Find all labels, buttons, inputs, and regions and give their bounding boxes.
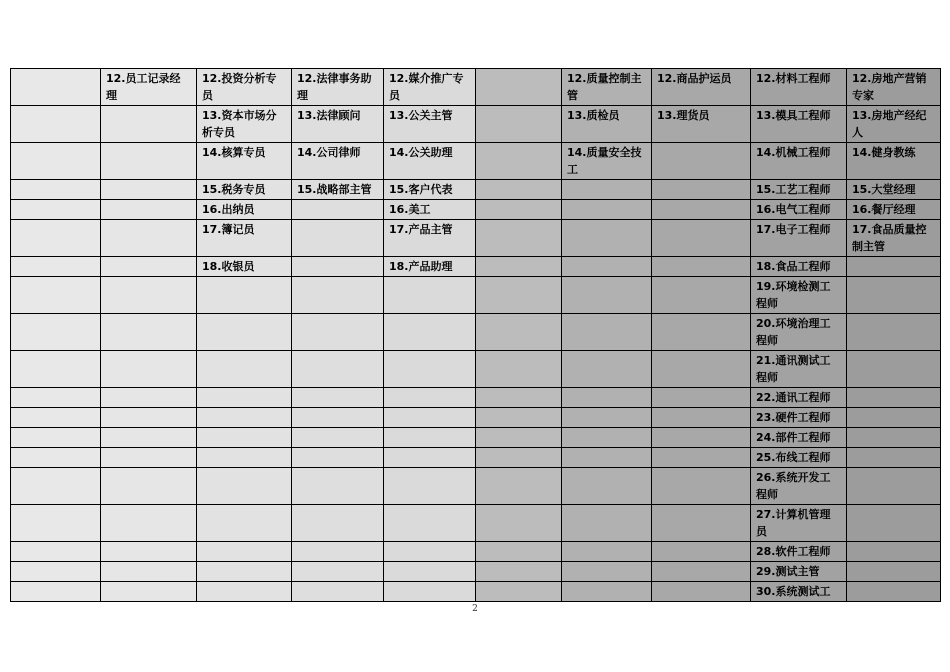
table-cell — [101, 277, 197, 314]
table-cell — [652, 277, 751, 314]
table-cell — [292, 314, 384, 351]
table-row — [11, 448, 941, 468]
table-cell — [652, 220, 751, 257]
table-cell: 13.公关主管 — [384, 106, 476, 143]
table-cell — [562, 408, 652, 428]
table-cell — [101, 562, 197, 582]
table-cell — [652, 351, 751, 388]
table-cell — [292, 351, 384, 388]
table-cell — [562, 428, 652, 448]
table-cell — [384, 408, 476, 428]
table-cell: 16.出纳员 — [197, 200, 292, 220]
table-cell — [476, 106, 562, 143]
table-cell — [197, 277, 292, 314]
table-cell — [197, 582, 292, 602]
table-cell — [101, 106, 197, 143]
table-cell: 27.计算机管理员 — [751, 505, 847, 542]
table-cell — [562, 277, 652, 314]
table-cell — [476, 542, 562, 562]
table-cell — [847, 257, 941, 277]
table-cell — [384, 505, 476, 542]
table-cell — [11, 542, 101, 562]
table-cell — [292, 428, 384, 448]
table-cell — [11, 180, 101, 200]
table-cell — [292, 200, 384, 220]
table-cell: 20.环境治理工程师 — [751, 314, 847, 351]
table-cell — [11, 505, 101, 542]
table-cell — [652, 314, 751, 351]
table-cell — [101, 351, 197, 388]
table-row — [11, 468, 941, 505]
table-cell — [847, 505, 941, 542]
table-cell — [292, 220, 384, 257]
table-cell — [197, 388, 292, 408]
job-table — [10, 68, 941, 602]
table-cell: 14.健身教练 — [847, 143, 941, 180]
table-cell — [847, 468, 941, 505]
table-cell — [292, 505, 384, 542]
table-cell: 17.电子工程师 — [751, 220, 847, 257]
table-cell — [101, 257, 197, 277]
table-cell: 17.产品主管 — [384, 220, 476, 257]
table-cell — [476, 408, 562, 428]
table-cell — [476, 562, 562, 582]
table-cell: 17.簿记员 — [197, 220, 292, 257]
table-cell — [197, 448, 292, 468]
table-cell — [476, 257, 562, 277]
table-cell — [11, 143, 101, 180]
table-cell — [476, 200, 562, 220]
table-cell — [476, 220, 562, 257]
table-cell: 12.质量控制主管 — [562, 69, 652, 106]
table-cell — [292, 388, 384, 408]
table-cell — [11, 277, 101, 314]
table-cell — [652, 468, 751, 505]
table-cell: 16.电气工程师 — [751, 200, 847, 220]
table-cell: 16.餐厅经理 — [847, 200, 941, 220]
table-cell — [562, 257, 652, 277]
table-cell — [562, 388, 652, 408]
table-cell — [11, 200, 101, 220]
job-table-body — [11, 69, 941, 602]
table-cell — [562, 200, 652, 220]
table-cell — [384, 277, 476, 314]
table-cell — [847, 542, 941, 562]
table-cell: 13.房地产经纪人 — [847, 106, 941, 143]
table-cell — [847, 448, 941, 468]
table-row — [11, 277, 941, 314]
table-row — [11, 106, 941, 143]
table-cell — [847, 277, 941, 314]
table-cell — [476, 448, 562, 468]
table-cell — [476, 69, 562, 106]
table-row — [11, 180, 941, 200]
table-row — [11, 505, 941, 542]
table-cell: 15.税务专员 — [197, 180, 292, 200]
table-cell — [11, 468, 101, 505]
table-cell — [652, 257, 751, 277]
table-cell: 12.员工记录经理 — [101, 69, 197, 106]
table-cell — [562, 582, 652, 602]
table-cell: 28.软件工程师 — [751, 542, 847, 562]
table-cell — [11, 257, 101, 277]
table-row — [11, 351, 941, 388]
table-cell — [11, 388, 101, 408]
table-row — [11, 582, 941, 602]
table-cell: 14.核算专员 — [197, 143, 292, 180]
table-cell — [384, 351, 476, 388]
table-cell — [652, 448, 751, 468]
table-cell — [197, 314, 292, 351]
table-cell — [847, 351, 941, 388]
table-cell: 13.理货员 — [652, 106, 751, 143]
table-cell — [847, 428, 941, 448]
table-cell — [384, 388, 476, 408]
table-cell — [101, 542, 197, 562]
table-cell: 21.通讯测试工程师 — [751, 351, 847, 388]
table-cell — [652, 180, 751, 200]
table-cell — [652, 428, 751, 448]
table-cell: 12.媒介推广专员 — [384, 69, 476, 106]
table-cell: 12.材料工程师 — [751, 69, 847, 106]
table-row — [11, 200, 941, 220]
table-cell — [101, 180, 197, 200]
table-cell: 14.公关助理 — [384, 143, 476, 180]
table-cell — [476, 582, 562, 602]
table-cell — [384, 314, 476, 351]
table-cell — [384, 428, 476, 448]
table-cell — [101, 388, 197, 408]
table-cell — [847, 388, 941, 408]
table-cell: 26.系统开发工程师 — [751, 468, 847, 505]
table-cell — [562, 180, 652, 200]
table-cell — [292, 257, 384, 277]
table-cell: 15.战略部主管 — [292, 180, 384, 200]
table-row — [11, 314, 941, 351]
table-cell: 25.布线工程师 — [751, 448, 847, 468]
table-cell — [11, 562, 101, 582]
table-cell — [11, 351, 101, 388]
table-cell — [292, 448, 384, 468]
table-cell: 13.模具工程师 — [751, 106, 847, 143]
table-cell — [652, 582, 751, 602]
table-cell — [11, 69, 101, 106]
table-cell: 12.法律事务助理 — [292, 69, 384, 106]
table-cell — [476, 143, 562, 180]
table-cell — [476, 428, 562, 448]
table-cell: 12.房地产营销专家 — [847, 69, 941, 106]
table-cell — [11, 428, 101, 448]
table-cell: 18.食品工程师 — [751, 257, 847, 277]
table-cell — [11, 220, 101, 257]
table-cell: 13.质检员 — [562, 106, 652, 143]
table-cell — [197, 428, 292, 448]
table-cell — [652, 505, 751, 542]
table-cell — [197, 542, 292, 562]
table-cell — [197, 408, 292, 428]
table-cell — [476, 180, 562, 200]
table-cell: 23.硬件工程师 — [751, 408, 847, 428]
table-cell — [476, 277, 562, 314]
table-cell — [562, 314, 652, 351]
table-cell — [476, 314, 562, 351]
table-cell — [11, 314, 101, 351]
table-cell: 16.美工 — [384, 200, 476, 220]
table-cell: 13.法律顾问 — [292, 106, 384, 143]
table-cell — [847, 562, 941, 582]
table-cell — [101, 408, 197, 428]
table-row — [11, 257, 941, 277]
table-cell — [101, 448, 197, 468]
table-cell — [562, 351, 652, 388]
table-cell — [652, 200, 751, 220]
table-cell — [476, 468, 562, 505]
table-cell — [101, 200, 197, 220]
table-cell — [292, 408, 384, 428]
table-cell — [847, 314, 941, 351]
table-row — [11, 69, 941, 106]
table-cell — [476, 505, 562, 542]
table-cell — [197, 562, 292, 582]
table-cell — [11, 582, 101, 602]
table-cell: 15.工艺工程师 — [751, 180, 847, 200]
table-cell: 24.部件工程师 — [751, 428, 847, 448]
table-cell — [562, 448, 652, 468]
table-row — [11, 542, 941, 562]
table-cell — [562, 505, 652, 542]
table-cell — [652, 562, 751, 582]
table-cell: 14.机械工程师 — [751, 143, 847, 180]
table-cell: 13.资本市场分析专员 — [197, 106, 292, 143]
table-cell — [101, 468, 197, 505]
table-cell — [101, 428, 197, 448]
table-cell — [292, 562, 384, 582]
table-cell: 17.食品质量控制主管 — [847, 220, 941, 257]
table-cell: 18.产品助理 — [384, 257, 476, 277]
table-cell — [101, 220, 197, 257]
table-cell — [101, 505, 197, 542]
table-cell — [384, 468, 476, 505]
table-cell — [847, 582, 941, 602]
table-cell — [292, 582, 384, 602]
table-cell — [476, 388, 562, 408]
table-cell — [11, 106, 101, 143]
table-cell: 14.质量安全技工 — [562, 143, 652, 180]
table-cell — [384, 582, 476, 602]
table-cell — [384, 542, 476, 562]
table-cell — [476, 351, 562, 388]
table-cell — [101, 582, 197, 602]
page-number: 2 — [472, 604, 478, 614]
table-cell — [652, 408, 751, 428]
table-cell: 29.测试主管 — [751, 562, 847, 582]
table-cell: 15.大堂经理 — [847, 180, 941, 200]
table-row — [11, 562, 941, 582]
table-cell — [384, 448, 476, 468]
table-cell: 12.商品护运员 — [652, 69, 751, 106]
table-cell — [197, 505, 292, 542]
table-row — [11, 428, 941, 448]
table-cell — [562, 562, 652, 582]
table-cell — [101, 314, 197, 351]
table-row — [11, 388, 941, 408]
table-cell — [292, 468, 384, 505]
table-cell — [197, 351, 292, 388]
table-cell — [562, 220, 652, 257]
table-cell: 19.环境检测工程师 — [751, 277, 847, 314]
table-row — [11, 408, 941, 428]
table-cell: 22.通讯工程师 — [751, 388, 847, 408]
table-cell — [652, 143, 751, 180]
table-cell — [292, 542, 384, 562]
table-cell: 14.公司律师 — [292, 143, 384, 180]
table-cell — [11, 408, 101, 428]
table-cell: 15.客户代表 — [384, 180, 476, 200]
table-cell: 18.收银员 — [197, 257, 292, 277]
table-cell — [11, 448, 101, 468]
table-cell — [197, 468, 292, 505]
table-cell — [562, 542, 652, 562]
table-cell — [384, 562, 476, 582]
table-cell — [101, 143, 197, 180]
table-cell — [562, 468, 652, 505]
table-cell — [652, 542, 751, 562]
table-cell: 12.投资分析专员 — [197, 69, 292, 106]
table-row — [11, 143, 941, 180]
table-cell: 30.系统测试工 — [751, 582, 847, 602]
table-cell — [652, 388, 751, 408]
table-cell — [292, 277, 384, 314]
table-row — [11, 220, 941, 257]
table-cell — [847, 408, 941, 428]
